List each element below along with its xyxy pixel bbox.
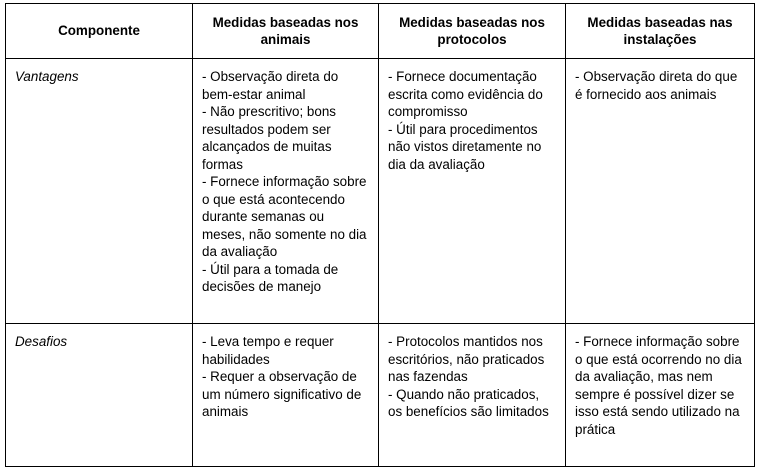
header-component: Componente bbox=[6, 4, 193, 59]
comparison-table bbox=[5, 3, 755, 467]
list-item: - Fornece informação sobre o que está acontecendo durante semanas ou meses, não somente no dia da avaliação bbox=[202, 174, 367, 259]
table-row bbox=[6, 59, 755, 324]
cell-advantages-facilities bbox=[566, 59, 755, 324]
header-facility-measures: Medidas baseadas nas instalações bbox=[566, 4, 755, 59]
cell-advantages-animals bbox=[193, 59, 379, 324]
list-item: - Observação direta do bem-estar animal bbox=[202, 69, 339, 102]
table-row bbox=[6, 324, 755, 467]
header-animal-measures: Medidas baseadas nos animais bbox=[193, 4, 379, 59]
row-label-advantages: Vantagens bbox=[6, 59, 193, 324]
cell-advantages-protocols bbox=[379, 59, 566, 324]
list-item: - Fornece informação sobre o que está ocorrendo no dia da avaliação, mas nem sempre é possível dizer se isso está sendo utilizado na prática bbox=[575, 334, 742, 437]
list-item: - Leva tempo e requer habilidades bbox=[202, 334, 334, 367]
list-item: - Quando não praticados, os benefícios são limitados bbox=[388, 386, 549, 419]
list-item: - Requer a observação de um número significativo de animais bbox=[202, 369, 362, 419]
list-item: - Não prescritivo; bons resultados podem ser alcançados de muitas formas bbox=[202, 104, 336, 172]
cell-challenges-facilities bbox=[566, 324, 755, 467]
header-protocol-measures: Medidas baseadas nos protocolos bbox=[379, 4, 566, 59]
header-row bbox=[6, 4, 755, 59]
list-item: - Fornece documentação escrita como evidência do compromisso bbox=[388, 69, 543, 119]
row-label-challenges: Desafios bbox=[6, 324, 193, 467]
list-item: - Útil para a tomada de decisões de manejo bbox=[202, 261, 339, 294]
list-item: - Protocolos mantidos nos escritórios, não praticados nas fazendas bbox=[388, 334, 545, 384]
list-item: - Útil para procedimentos não vistos diretamente no dia da avaliação bbox=[388, 121, 542, 172]
cell-challenges-animals bbox=[193, 324, 379, 467]
list-item: - Observação direta do que é fornecido aos animais bbox=[575, 69, 738, 102]
cell-challenges-protocols bbox=[379, 324, 566, 467]
